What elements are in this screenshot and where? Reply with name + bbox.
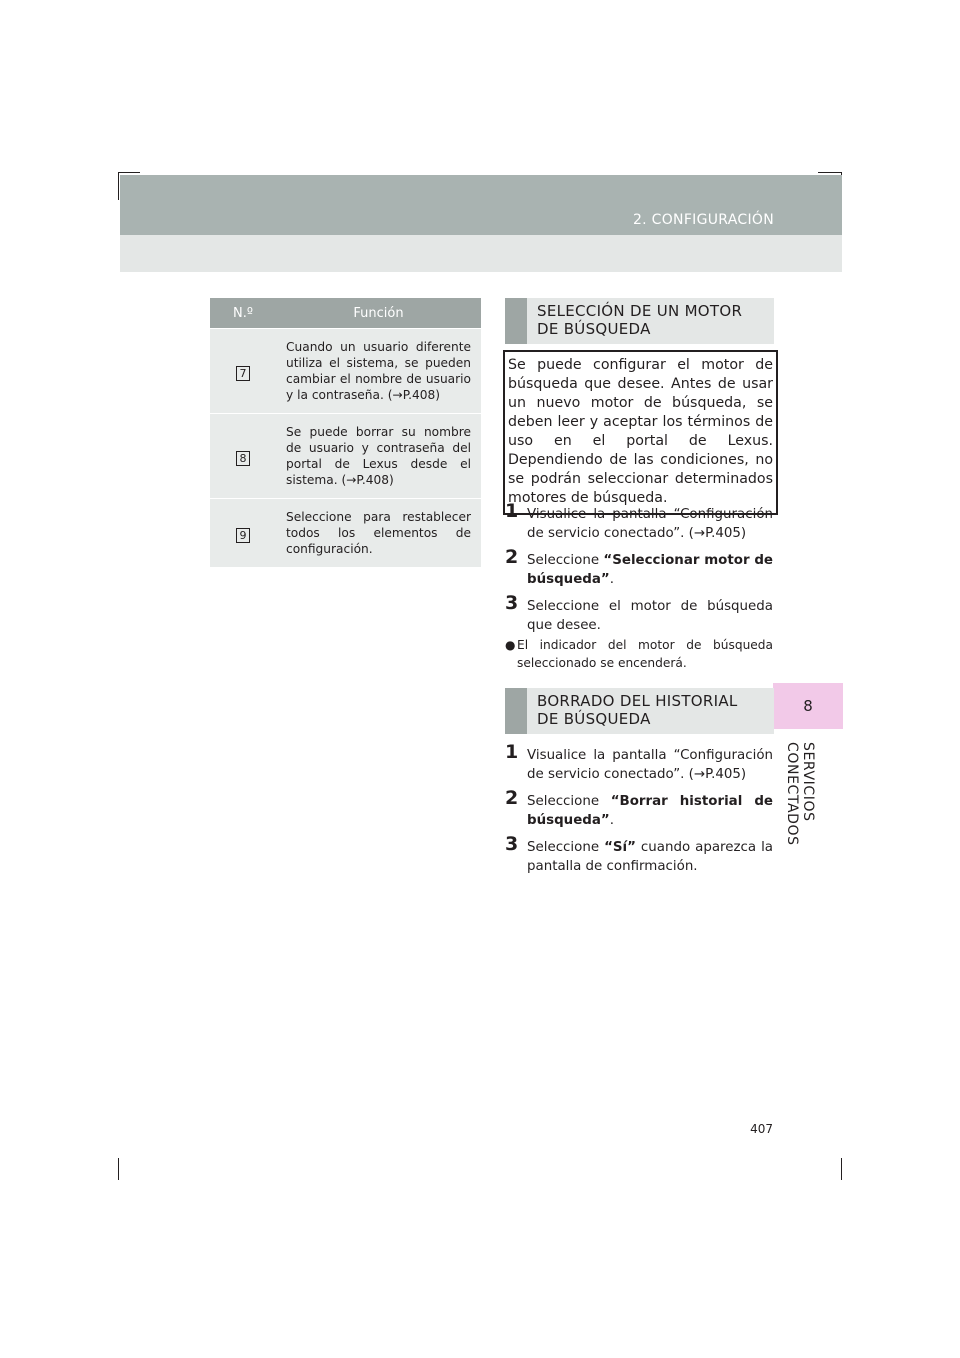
step-number: 2 [505,546,519,568]
step-item [505,546,773,589]
item-number-box: 8 [236,451,250,466]
intro-box: Se puede configurar el motor de búsqueda que desee. Antes de usar un nuevo motor de búsqueda, se deben leer y aceptar los términos de uso en el portal de Lexus. Dependiendo de las condiciones, no se podrán seleccionar determinados motores de búsqueda. [503,350,778,515]
heading-line: DE BÚSQUEDA [537,320,651,338]
section-heading-search-engine [505,298,774,344]
bullet-text: El indicador del motor de búsqueda seleccionado se encenderá. [517,638,773,670]
item-number-box: 7 [236,366,250,381]
function-description: Cuando un usuario diferente utiliza el sistema, se pueden cambiar el nombre de usuario y la contraseña. (→P.408) [276,329,481,414]
column-header-function: Función [276,298,481,329]
function-table [210,298,481,567]
function-description: Se puede borrar su nombre de usuario y contraseña del portal de Lexus desde el sistema. (→P.408) [276,414,481,499]
step-item [505,787,773,830]
table-row [210,329,481,414]
heading-line: BORRADO DEL HISTORIAL [537,692,738,710]
heading-line: SELECCIÓN DE UN MOTOR [537,302,743,320]
chapter-tab: 8 [773,683,843,729]
step-text-bold: “Borrar historial de búsqueda” [527,794,773,828]
step-text: Seleccione el motor de búsqueda que desee. [527,599,773,633]
step-text: . [609,572,614,587]
bullet-item [505,636,773,672]
function-description: Seleccione para restablecer todos los elementos de configuración. [276,499,481,568]
column-header-number: N.º [210,298,276,329]
step-number: 3 [505,592,519,614]
crop-mark [118,172,119,200]
table-row [210,414,481,499]
table-row [210,499,481,568]
step-text: . [609,813,614,828]
step-text: Visualice la pantalla “Configuración de servicio conectado”. (→P.405) [527,507,773,541]
crop-mark [118,1158,119,1180]
step-item [505,500,773,543]
step-item [505,833,773,876]
step-number: 1 [505,500,519,522]
step-item [505,741,773,784]
header-strip [120,235,842,272]
step-text: Seleccione [527,553,604,568]
crop-mark [818,172,842,173]
section-heading-history [505,688,774,734]
item-number-box: 9 [236,528,250,543]
table-header-row [210,298,481,329]
step-number: 1 [505,741,519,763]
crop-mark [118,172,140,173]
step-text: Seleccione [527,840,605,855]
step-text: Seleccione [527,794,611,809]
step-text: Visualice la pantalla “Configuración de servicio conectado”. (→P.405) [527,748,773,782]
bullet-dot-icon: ● [505,638,516,652]
page-number: 407 [750,1122,773,1136]
step-text: cuando aparezca la pantalla de confirmación. [527,840,773,874]
heading-line: DE BÚSQUEDA [537,710,651,728]
step-text-bold: “Sí” [604,840,636,855]
step-text-bold: “Seleccionar motor de búsqueda” [527,553,773,587]
crop-mark [841,1158,842,1180]
section-title: 2. CONFIGURACIÓN [632,212,774,228]
step-number: 3 [505,833,519,855]
chapter-title: SERVICIOS CONECTADOS [784,742,816,846]
step-item [505,592,773,635]
step-number: 2 [505,787,519,809]
